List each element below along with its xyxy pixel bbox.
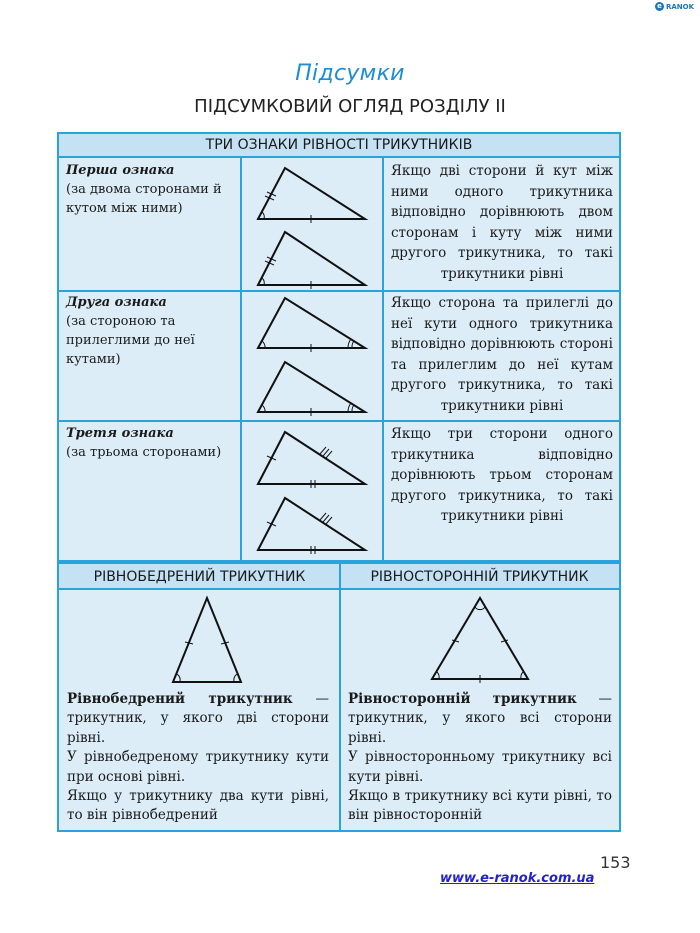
- isosceles-heading: РІВНОБЕДРЕНИЙ ТРИКУТНИК: [59, 564, 340, 590]
- triangle-sss-2: [258, 498, 365, 550]
- column-divider: [339, 564, 341, 830]
- isosceles-term: Рівнобедрений трикутник: [67, 691, 293, 707]
- isosceles-criterion: Якщо у трикутнику два кути рівні, то він рівнобедрений: [67, 788, 329, 824]
- equilateral-definition-text: — трикутник, у якого всі сторони рівні.: [348, 691, 613, 746]
- isosceles-property: У рівнобедреному трикутнику кути при основі рівні.: [67, 749, 329, 785]
- publisher-logo: [655, 2, 694, 11]
- tick-marks: [262, 192, 311, 289]
- triangle-figure: [240, 424, 382, 556]
- criterion-statement: Якщо сторона та прилеглі до неї кути одного трикутника відповідно дорівнюють стороні та прилеглим до неї кутам другого трикутника, то такі трикутники рівні: [391, 295, 613, 414]
- section-title: Підсумки: [295, 61, 405, 86]
- triangle-sss-1: [258, 432, 365, 484]
- criterion-label: [66, 424, 234, 462]
- criterion-condition: (за двома сторонами й кутом між ними): [66, 182, 222, 216]
- criterion-statement: Якщо три сторони одного трикутника відповідно дорівнюють трьом сторонам другого трикутника, то такі трикутники рівні: [391, 426, 613, 525]
- row-divider: [59, 420, 619, 422]
- tick-marks: [267, 447, 332, 554]
- isosceles-figure: [168, 592, 248, 686]
- criterion-label: [66, 293, 234, 369]
- triangle-figure: [240, 158, 382, 294]
- triangle-asa-1: [258, 298, 365, 348]
- criterion-label: [66, 161, 234, 218]
- logo-text: RANOK: [665, 2, 694, 11]
- column-divider: [382, 158, 384, 562]
- equilateral-definition: [348, 690, 612, 826]
- triangle-asa-2: [258, 362, 365, 412]
- criterion-condition: (за трьома сторонами): [66, 445, 222, 460]
- criterion-title: Перша ознака: [66, 163, 175, 178]
- equilateral-figure: [430, 596, 534, 684]
- chapter-title: ПІДСУМКОВИЙ ОГЛЯД РОЗДІЛУ ІІ: [194, 96, 506, 117]
- criterion-title: Друга ознака: [66, 295, 167, 310]
- website-link[interactable]: www.e-ranok.com.ua: [440, 871, 595, 886]
- criterion-statement: Якщо дві сторони й кут між ними одного трикутника відповідно дорівнюють двом сторонам і куту між ними другого трикутника, то такі трикутники рівні: [391, 163, 613, 282]
- equilateral-property: У рівносторонньому трикутнику всі кути рівні.: [348, 749, 612, 785]
- isosceles-definition-text: — трикутник, у якого дві сторони рівні.: [67, 691, 329, 746]
- criterion-condition: (за стороною та прилеглими до неї кутами): [66, 314, 195, 367]
- triangle-figure: [240, 290, 382, 418]
- page-number: 153: [600, 853, 631, 872]
- isosceles-triangle: [173, 598, 241, 682]
- isosceles-definition: [67, 690, 329, 826]
- criterion-title: Третя ознака: [66, 426, 174, 441]
- congruence-table-heading: ТРИ ОЗНАКИ РІВНОСТІ ТРИКУТНИКІВ: [59, 134, 619, 158]
- equilateral-heading: РІВНОСТОРОННІЙ ТРИКУТНИК: [340, 564, 619, 590]
- tick-marks: [437, 607, 523, 683]
- equilateral-term: Рівносторонній трикутник: [348, 691, 577, 707]
- equilateral-criterion: Якщо в трикутнику всі кути рівні, то він рівносторонній: [348, 788, 612, 824]
- triangle-sas-2: [258, 232, 365, 285]
- logo-mark: e: [655, 2, 664, 11]
- triangle-sas-1: [258, 168, 365, 219]
